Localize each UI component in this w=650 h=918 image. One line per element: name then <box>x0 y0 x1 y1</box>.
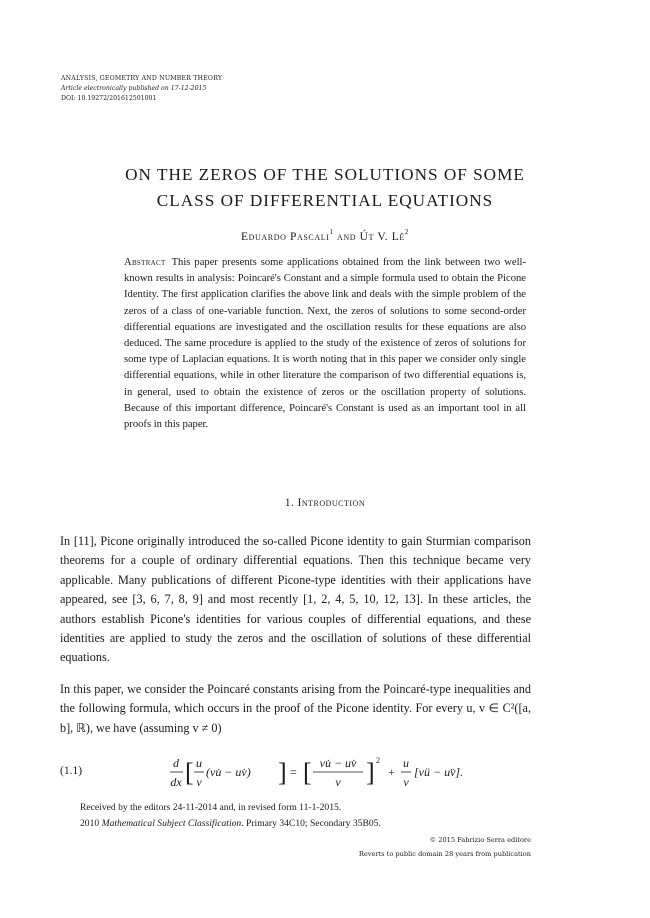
eq-u-num-2: u <box>403 756 409 770</box>
eq-dx: dx <box>170 775 182 789</box>
author-2: Út V. Lê <box>359 231 405 243</box>
abstract <box>124 255 526 433</box>
footnote-received: Received by the editors 24-11-2014 and, in revised form 11-1-2015. <box>80 802 342 813</box>
abstract-label: Abstract <box>124 257 166 268</box>
author-1: Eduardo Pascali <box>241 231 330 243</box>
author-2-affiliation: 2 <box>404 228 409 236</box>
eq-tail: [vü − uv̈]. <box>414 765 464 779</box>
eq-plus: + <box>388 765 395 779</box>
doi: DOI: 10.19272/201612501001 <box>61 95 157 102</box>
msc-prefix: 2010 <box>80 818 102 829</box>
paper-title-line-1: ON THE ZEROS OF THE SOLUTIONS OF SOME <box>125 165 525 184</box>
equation-label: (1.1) <box>60 765 83 777</box>
intro-paragraph-2: In this paper, we consider the Poincaré constants arising from the Poincaré-type inequalities and the following formula, which occurs in the proof of the Picone identity. For every u, v ∈ C²([a, b], ℝ), we have (assuming v ≠ 0) <box>60 682 531 735</box>
author-conjunction: and <box>333 231 360 243</box>
msc-rest: . Primary 34C10; Secondary 35B05. <box>241 818 381 829</box>
eq-right-bracket: ] <box>278 758 287 787</box>
eq-bracket-term: (vu̇ − uv̇) <box>206 765 251 779</box>
public-domain-note: Reverts to public domain 28 years from publication <box>358 850 531 858</box>
author-1-affiliation: 1 <box>329 228 334 236</box>
footnote-msc <box>80 816 381 831</box>
intro-paragraph-1: In [11], Picone originally introduced the so-called Picone identity to gain Sturmian comparison theorems for a couple of ordinary differential equations. Then this technique became very applicable. Many publications of different Picone-type identities with their applications have appeared, see [3, 6, 7, 8, 9] and most recently [1, 2, 4, 5, 10, 12, 13]. In these articles, the authors establish Picone's identities for various couples of differential equations, and these identities are applied to study the zeros and the oscillation of solutions of these differential equations. <box>60 534 531 665</box>
copyright-line: © 2015 Fabrizio Serra editore <box>429 836 531 844</box>
eq-u-num: u <box>196 756 202 770</box>
equation-1-1 <box>60 753 531 793</box>
authors <box>0 228 650 243</box>
eq-square: 2 <box>376 756 380 765</box>
abstract-text: This paper presents some applications obtained from the link between two well-known results in analysis: Poincaré's Constant and a simple formula used to obtain the Picone Identity. The first application clarifies the above link and deals with the simple problem of the zeros of a class of one-variable function. Next, the zeros of solutions to some second-order differential equations are investigated and the oscillation results for these equations are also deduced. The same procedure is applied to the study of the existence of zeros of solutions for some type of Laplacian equations. It is worth noting that in this paper we consider only single differential equations, while in other literature the comparison of two differential equations is, in general, used to obtain the existence of zeros or the oscillation property of solutions. Because of this important difference, Poincaré's Constant is used as an important tool in all proofs in this paper. <box>124 257 526 431</box>
eq-left-bracket: [ <box>185 758 194 787</box>
journal-series: ANALYSIS, GEOMETRY AND NUMBER THEORY <box>61 75 223 82</box>
equation-formula <box>60 753 531 793</box>
publication-date: Article electronically published on 17-12-2015 <box>61 85 207 92</box>
eq-v-den-2: v <box>403 775 409 789</box>
eq-d: d <box>173 756 179 770</box>
eq-right-bracket-2: ] <box>366 758 375 787</box>
eq-v-den: v <box>196 775 202 789</box>
eq-numerator-2: vu̇ − uv̇ <box>319 756 357 770</box>
paper-title-line-2: CLASS OF DIFFERENTIAL EQUATIONS <box>156 191 494 210</box>
eq-left-bracket-2: [ <box>303 758 312 787</box>
eq-denominator-2: v <box>335 775 341 789</box>
section-heading-introduction: 1. Introduction <box>284 497 366 509</box>
msc-italic: Mathematical Subject Classification <box>101 818 242 829</box>
eq-equals: = <box>290 765 297 779</box>
